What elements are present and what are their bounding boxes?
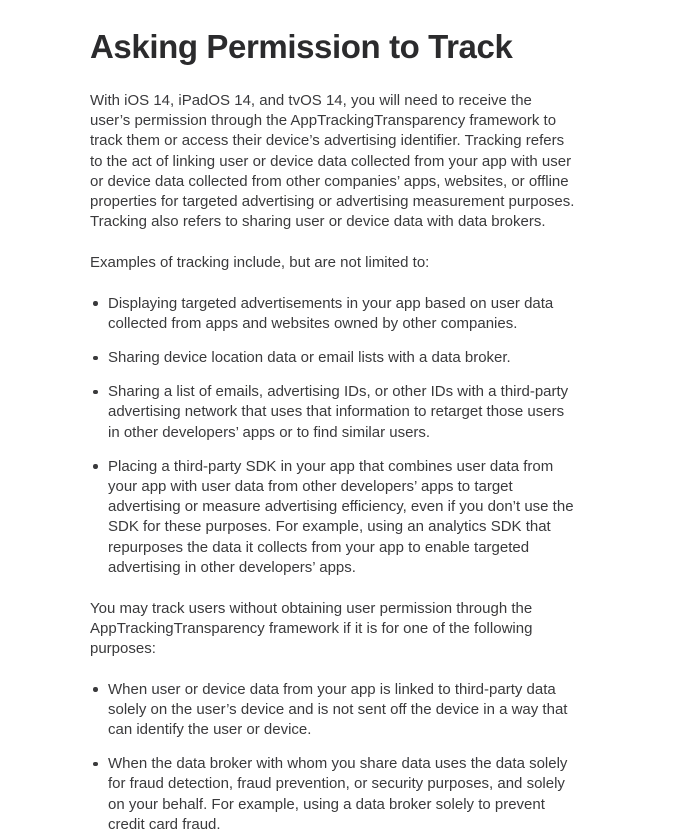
list-item-text: When user or device data from your app is linked to third-party data solely on the user’s device and is not sent off the device in a way that can identify the user or device. bbox=[108, 680, 568, 739]
article-content bbox=[90, 0, 576, 835]
list-item bbox=[90, 294, 576, 334]
bullet-dot-icon bbox=[93, 390, 98, 395]
exceptions-lead-paragraph: You may track users without obtaining user permission through the AppTrackingTransparency framework if it is for one of the following purposes: bbox=[90, 600, 533, 658]
list-item-text: Sharing a list of emails, advertising IDs, or other IDs with a third-party advertising network that uses that information to retarget those users in other developers’ apps or to find similar users. bbox=[108, 383, 569, 441]
tracking-examples-list bbox=[90, 294, 576, 578]
bullet-dot-icon bbox=[93, 687, 98, 692]
bullet-dot-icon bbox=[93, 762, 98, 767]
list-item-text-tail: credit card fraud. bbox=[108, 815, 221, 833]
bullet-dot-icon bbox=[93, 464, 98, 469]
list-item bbox=[90, 457, 576, 578]
list-item bbox=[90, 754, 576, 835]
list-item bbox=[90, 382, 576, 443]
list-item bbox=[90, 348, 576, 368]
bullet-dot-icon bbox=[93, 356, 98, 361]
tracking-exceptions-list bbox=[90, 680, 576, 835]
list-item-text bbox=[108, 754, 576, 835]
list-item-text-main: When the data broker with whom you share data uses the data solely for fraud detection, fraud prevention, or security purposes, and solely on your behalf. For example, using a data broker solely to prevent bbox=[108, 755, 568, 813]
intro-paragraph: With iOS 14, iPadOS 14, and tvOS 14, you will need to receive the user’s permission through the AppTrackingTransparency framework to track them or access their device’s advertising identifier. Tracking refers to the act of linking user or device data collected from your app with user or device data collected from other companies’ apps, websites, or offline properties for targeted advertising or advertising measurement purposes. Tracking also refers to sharing user or device data with data brokers. bbox=[90, 92, 575, 231]
examples-lead-paragraph: Examples of tracking include, but are not limited to: bbox=[90, 254, 430, 272]
list-item bbox=[90, 680, 576, 741]
page-title: Asking Permission to Track bbox=[90, 28, 513, 65]
list-item-text: Displaying targeted advertisements in your app based on user data collected from apps and websites owned by other companies. bbox=[108, 294, 554, 332]
list-item-text: Placing a third-party SDK in your app that combines user data from your app with user data from other developers’ apps to target advertising or measure advertising efficiency, even if you don’t use the SDK for these purposes. For example, using an analytics SDK that repurposes the data it collects from your app to enable targeted advertising in other developers’ apps. bbox=[108, 457, 574, 576]
bullet-dot-icon bbox=[93, 301, 98, 306]
list-item-text: Sharing device location data or email lists with a data broker. bbox=[108, 349, 511, 367]
